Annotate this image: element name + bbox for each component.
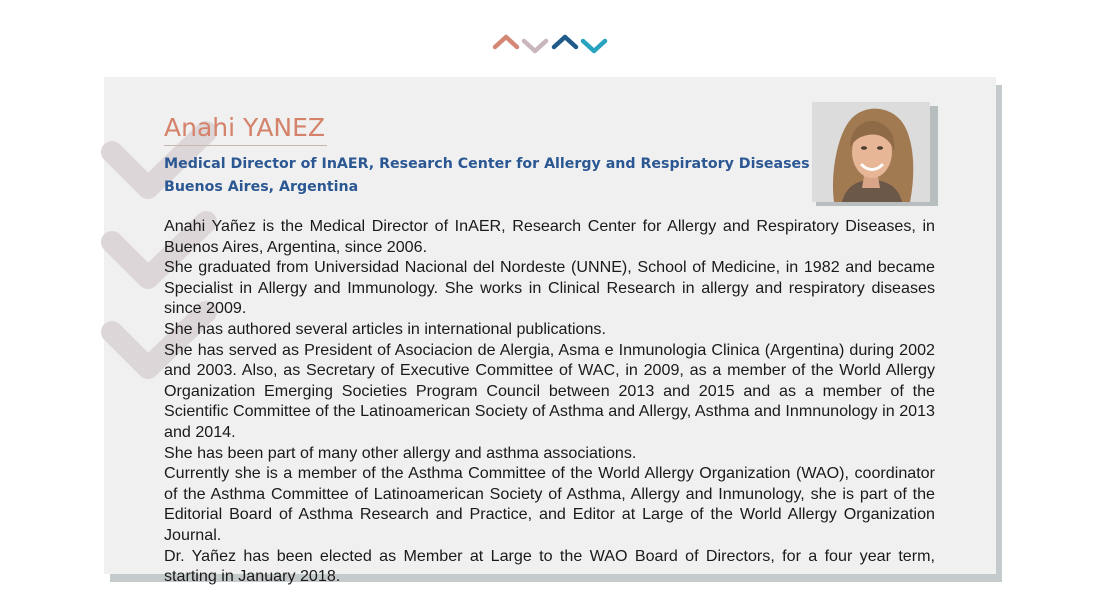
bio-paragraph: She has authored several articles in international publications. (164, 319, 606, 338)
logo-chevron-down-2 (583, 41, 605, 51)
profile-photo (812, 102, 930, 202)
bio-paragraph: She graduated from Universidad Nacional del Nordeste (UNNE), School of Medicine, in 1982 and became Specialist in Allergy and Immunology. She works in Clinical Research in allergy and respiratory diseases since 2009. (164, 258, 935, 318)
bio-paragraph: Anahi Yañez is the Medical Director of InAER, Research Center for Allergy and Respiratory Diseases, in Buenos Aires, Argentina, since 2006. (164, 217, 935, 256)
bio-paragraph: Currently she is a member of the Asthma Committee of the World Allergy Organization (WAO), coordinator of the Asthma Committee of Latinoamerican Society of Asthma, Allergy and Inmunology, she is part of the Editorial Board of Asthma Research and Practice, and Editor at Large of the World Allergy Organization Journal. (164, 464, 935, 544)
profile-card (104, 77, 996, 586)
logo-chevron-up-2 (554, 37, 576, 47)
logo-chevron-up-1 (495, 37, 517, 47)
portrait-photo-icon (812, 102, 930, 202)
bio-paragraph: She has served as President of Asociacion de Alergia, Asma e Inmunologia Clinica (Argentina) during 2002 and 2003. Also, as Secretary of Executive Committee of WAC, in 2009, as a member of the World Allergy Organization Emerging Societies Program Council between 2013 and 2015 and as a member of the Scientific Committee of the Latinoamerican Society of Asthma and Allergy, Asthma and Inmnunology in 2013 and 2014. (164, 340, 935, 441)
profile-name: Anahi YANEZ (164, 111, 327, 146)
bio-paragraph: She has been part of many other allergy and asthma associations. (164, 443, 637, 462)
profile-position: Medical Director of InAER, Research Center for Allergy and Respiratory Diseases (164, 156, 810, 172)
profile-location: Buenos Aires, Argentina (164, 179, 359, 195)
logo-chevron-down-1 (524, 41, 546, 51)
bio-paragraph: Dr. Yañez has been elected as Member at Large to the WAO Board of Directors, for a four year term, starting in January 2018. (164, 546, 935, 586)
chevron-logo-icon (492, 33, 610, 55)
biography (164, 216, 935, 587)
